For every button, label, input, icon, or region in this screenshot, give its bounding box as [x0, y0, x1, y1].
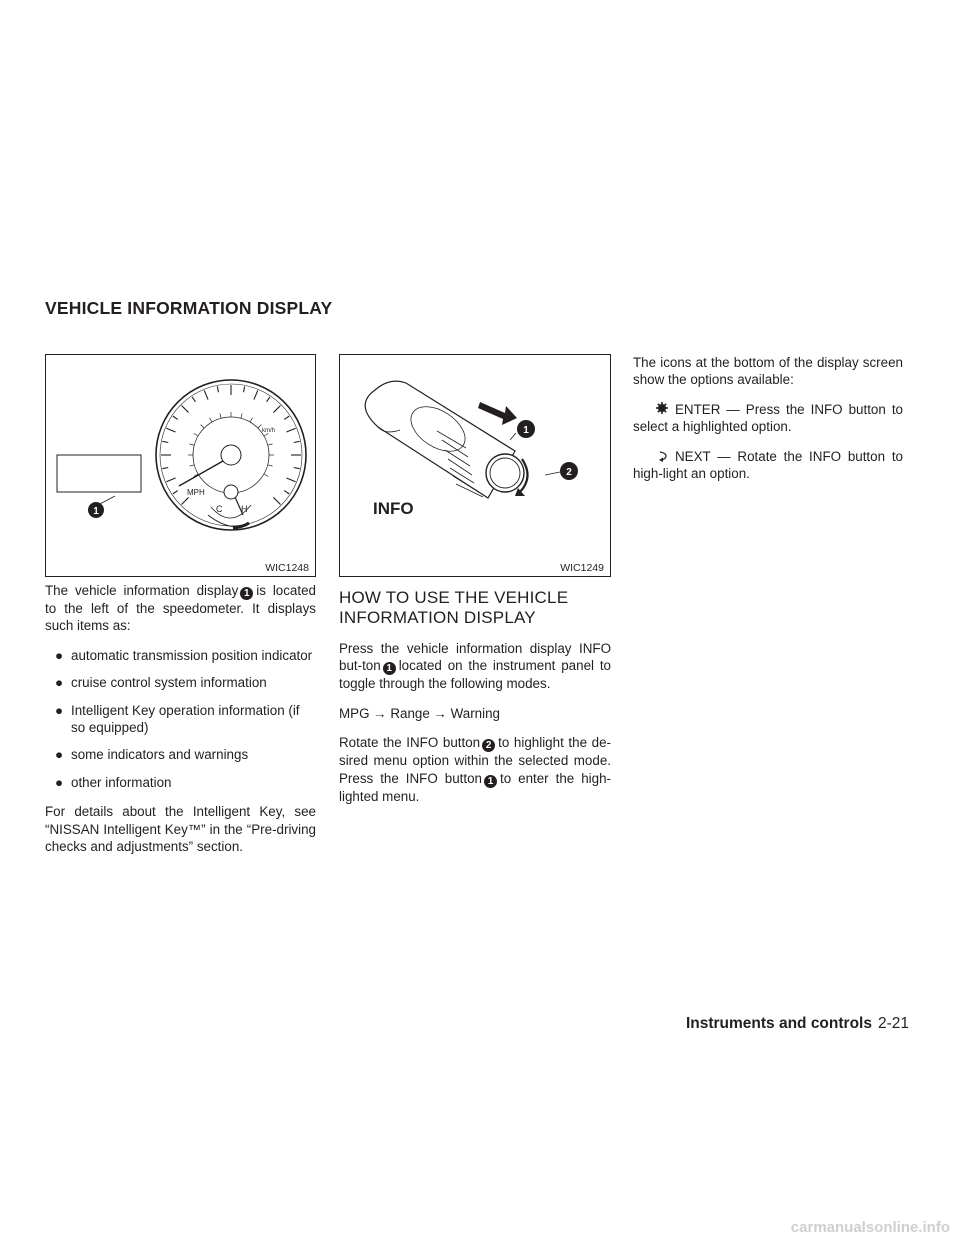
svg-text:km/h: km/h	[262, 428, 276, 434]
callout-1-icon: 1	[383, 662, 396, 675]
watermark: carmanualsonline.info	[790, 1219, 950, 1236]
next-option: NEXT — Rotate the INFO button to high-light an option.	[633, 448, 903, 482]
closing-paragraph: For details about the Intelligent Key, see “NISSAN Intelligent Key™” in the “Pre-driving checks and adjustments” section.	[45, 804, 316, 855]
list-item: ● other information	[55, 774, 172, 790]
svg-text:H: H	[241, 504, 248, 514]
column-3	[633, 354, 903, 494]
list-item: ● some indicators and warnings	[55, 747, 249, 763]
feature-list	[45, 647, 316, 791]
svg-text:INFO: INFO	[373, 499, 414, 518]
bullet-icon: ●	[55, 702, 64, 718]
enter-icon	[656, 402, 668, 414]
bullet-icon: ●	[55, 647, 64, 663]
svg-text:MPH: MPH	[187, 488, 205, 497]
figure-id: WIC1249	[560, 562, 604, 574]
column-2	[339, 582, 611, 817]
footer-section-title: Instruments and controls	[685, 1015, 872, 1032]
bullet-icon: ●	[55, 747, 64, 763]
bullet-icon: ●	[55, 774, 64, 790]
modes-sequence: MPG → Range → Warning	[339, 705, 500, 721]
intro-paragraph: The vehicle information display 1 is located to the left of the speedometer. It displays such items as:	[45, 583, 316, 634]
list-item: ● cruise control system information	[55, 675, 267, 691]
callout-2-icon: 2	[482, 739, 495, 752]
list-item: ● automatic transmission position indicator	[55, 647, 313, 663]
section-title: VEHICLE INFORMATION DISPLAY	[45, 298, 333, 318]
enter-option: ENTER — Press the INFO button to select a highlighted option.	[633, 401, 903, 435]
callout-1-icon: 1	[240, 587, 253, 600]
bullet-icon: ●	[55, 675, 64, 691]
speedometer-illustration	[46, 355, 315, 576]
press-info-paragraph: Press the vehicle information display INFO but-ton 1 located on the instrument panel to toggle through the following modes.	[339, 641, 611, 692]
svg-text:C: C	[216, 504, 223, 514]
page-number: 2-21	[877, 1015, 909, 1032]
info-button-figure	[339, 354, 611, 577]
list-item: ● Intelligent Key operation information (if so equipped)	[55, 702, 300, 736]
svg-text:1: 1	[93, 506, 99, 517]
svg-text:2: 2	[566, 467, 572, 478]
rotate-arrow-icon	[658, 450, 668, 462]
rotate-info-paragraph: Rotate the INFO button 2 to highlight the de-sired menu option within the selected mode. Press the INFO button 1 to enter the high-lighted menu.	[339, 735, 611, 804]
column-1	[45, 582, 316, 867]
info-button-illustration	[340, 355, 610, 576]
page-footer	[686, 1015, 909, 1033]
figure-id: WIC1248	[265, 562, 309, 574]
svg-text:1: 1	[523, 425, 529, 436]
speedometer-figure	[45, 354, 316, 577]
callout-1-icon: 1	[484, 775, 497, 788]
icons-intro: The icons at the bottom of the display screen show the options available:	[633, 355, 903, 388]
subsection-heading: HOW TO USE THE VEHICLE INFORMATION DISPLAY	[339, 588, 569, 627]
